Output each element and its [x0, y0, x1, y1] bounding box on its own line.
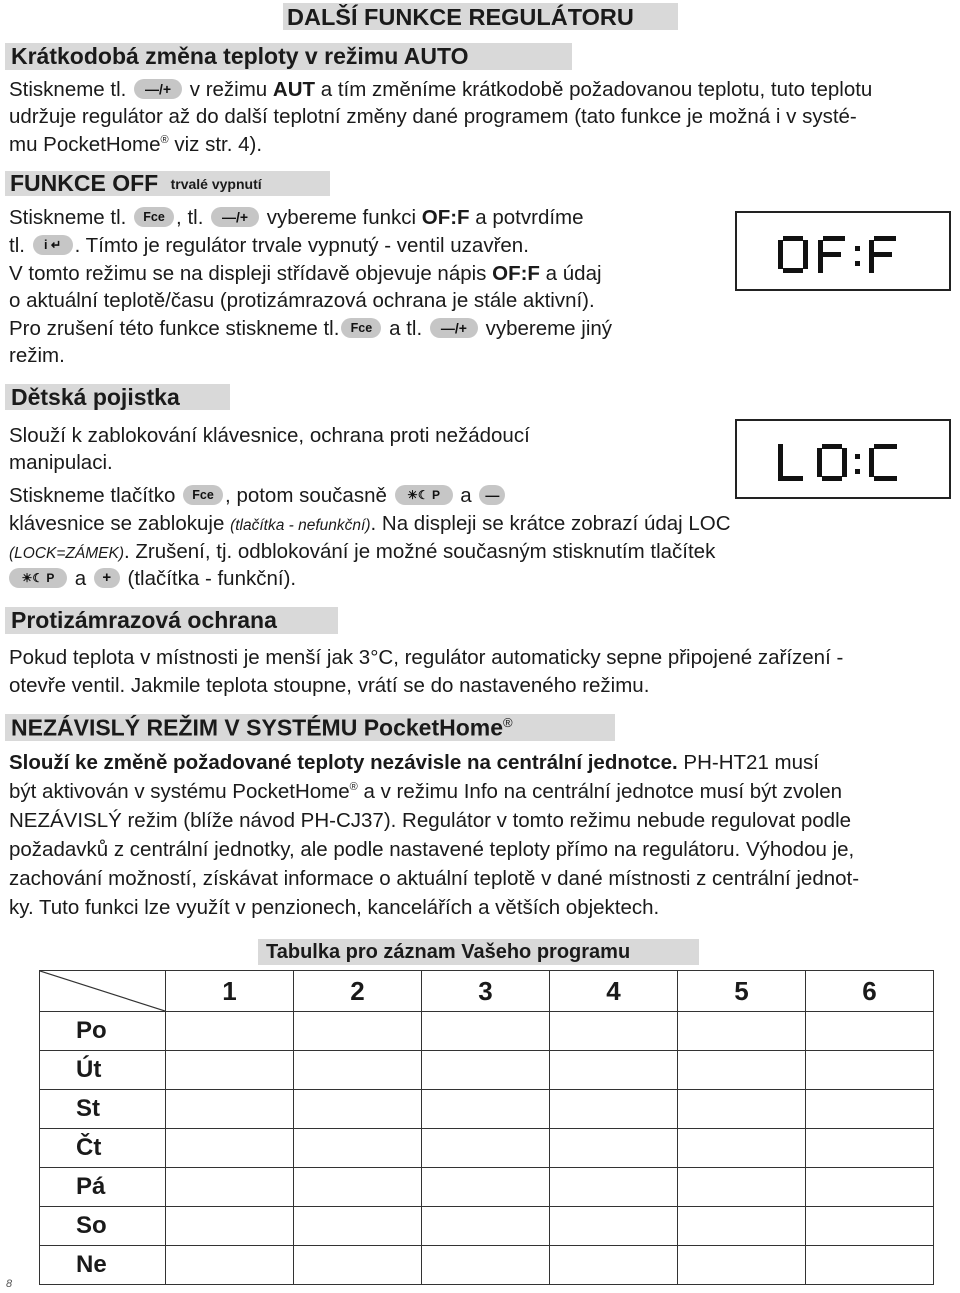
table-entry-cell[interactable]	[806, 1207, 934, 1246]
plus-minus-key-icon: —/+	[211, 207, 259, 227]
child-paragraph-line-4: klávesnice se zablokuje (tlačítka - nefunkční). Na displeji se krátce zobrazí údaj LOC	[9, 512, 731, 535]
table-entry-cell[interactable]	[294, 1207, 422, 1246]
child-paragraph-line-5: (LOCK=ZÁMEK). Zrušení, tj. odblokování je možné současným stisknutím tlačítek	[9, 540, 716, 563]
table-entry-cell[interactable]	[806, 1012, 934, 1051]
table-day-label: Út	[40, 1051, 166, 1090]
table-entry-cell[interactable]	[294, 1168, 422, 1207]
sun-moon-key-icon: ☀☾ P	[9, 568, 67, 588]
off-paragraph-line-2: tl. i ↵ . Tímto je regulátor trvale vypnutý - ventil uzavřen.	[9, 234, 529, 257]
table-day-label: St	[40, 1090, 166, 1129]
auto-paragraph-line-3: mu PocketHome® viz str. 4).	[9, 133, 263, 156]
table-entry-cell[interactable]	[294, 1246, 422, 1285]
table-entry-cell[interactable]	[678, 1090, 806, 1129]
table-entry-cell[interactable]	[550, 1129, 678, 1168]
table-entry-cell[interactable]	[806, 1051, 934, 1090]
table-column-header: 2	[294, 971, 422, 1012]
main-title: DALŠÍ FUNKCE REGULÁTORU	[283, 3, 678, 30]
independent-paragraph-line-6: ky. Tuto funkci lze využít v penzionech, kancelářích a větších objektech.	[9, 896, 660, 919]
minus-key-icon: —	[479, 485, 505, 505]
table-entry-cell[interactable]	[678, 1168, 806, 1207]
table-entry-cell[interactable]	[294, 1012, 422, 1051]
off-paragraph-line-1: Stiskneme tl. Fce , tl. —/+ vybereme funkci OF:F a potvrdíme	[9, 206, 584, 229]
lcd-segment-text	[737, 421, 948, 496]
table-day-label: Po	[40, 1012, 166, 1051]
section-heading-auto: Krátkodobá změna teploty v režimu AUTO	[5, 43, 572, 70]
page-number: 8	[6, 1278, 13, 1290]
table-entry-cell[interactable]	[166, 1012, 294, 1051]
table-entry-cell[interactable]	[422, 1012, 550, 1051]
lcd-segment-text	[737, 213, 948, 288]
table-entry-cell[interactable]	[678, 1207, 806, 1246]
table-entry-cell[interactable]	[166, 1090, 294, 1129]
table-day-label: Čt	[40, 1129, 166, 1168]
table-entry-cell[interactable]	[166, 1168, 294, 1207]
independent-paragraph-line-5: zachování možností, získávat informace o aktuální teplotě v dané místnosti z centrální jednot-	[9, 867, 860, 890]
off-paragraph-line-5: Pro zrušení této funkce stiskneme tl. Fce a tl. —/+ vybereme jiný	[9, 317, 613, 340]
table-entry-cell[interactable]	[678, 1246, 806, 1285]
table-entry-cell[interactable]	[678, 1051, 806, 1090]
sun-moon-key-icon: ☀☾ P	[395, 485, 453, 505]
fce-key-icon: Fce	[134, 207, 174, 227]
table-entry-cell[interactable]	[422, 1168, 550, 1207]
table-column-header: 5	[678, 971, 806, 1012]
child-paragraph-line-6: ☀☾ P a + (tlačítka - funkční).	[9, 567, 296, 592]
table-entry-cell[interactable]	[422, 1207, 550, 1246]
section-heading-child-lock: Dětská pojistka	[5, 384, 230, 410]
lcd-display-lock	[735, 419, 951, 499]
table-row	[40, 1168, 934, 1207]
table-entry-cell[interactable]	[550, 1051, 678, 1090]
off-paragraph-line-4: o aktuální teplotě/času (protizámrazová ochrana je stále aktivní).	[9, 289, 595, 312]
table-row	[40, 1129, 934, 1168]
table-entry-cell[interactable]	[422, 1129, 550, 1168]
frost-paragraph-line-1: Pokud teplota v místnosti je menší jak 3°C, regulátor automaticky sepne připojené zařízení -	[9, 646, 844, 669]
table-entry-cell[interactable]	[422, 1246, 550, 1285]
independent-paragraph-line-1: Slouží ke změně požadované teploty nezávisle na centrální jednotce. PH-HT21 musí	[9, 751, 819, 774]
fce-key-icon: Fce	[341, 318, 381, 338]
table-entry-cell[interactable]	[678, 1012, 806, 1051]
table-entry-cell[interactable]	[166, 1051, 294, 1090]
table-entry-cell[interactable]	[294, 1090, 422, 1129]
table-column-header: 6	[806, 971, 934, 1012]
table-column-header: 3	[422, 971, 550, 1012]
section-heading-off: FUNKCE OFF trvalé vypnutí	[5, 171, 330, 196]
child-paragraph-line-2: manipulaci.	[9, 451, 113, 474]
table-entry-cell[interactable]	[806, 1090, 934, 1129]
table-row	[40, 1051, 934, 1090]
table-row	[40, 1012, 934, 1051]
section-heading-independent: NEZÁVISLÝ REŽIM V SYSTÉMU PocketHome®	[5, 714, 615, 741]
table-entry-cell[interactable]	[294, 1051, 422, 1090]
table-entry-cell[interactable]	[678, 1129, 806, 1168]
fce-key-icon: Fce	[183, 485, 223, 505]
plus-key-icon: +	[94, 568, 120, 588]
table-corner-cell	[40, 971, 166, 1012]
independent-paragraph-line-3: NEZÁVISLÝ režim (blíže návod PH-CJ37). Regulátor v tomto režimu nebude regulovat podle	[9, 809, 852, 832]
table-row	[40, 1207, 934, 1246]
table-entry-cell[interactable]	[422, 1051, 550, 1090]
independent-paragraph-line-2: být aktivován v systému PocketHome® a v režimu Info na centrální jednotce musí být zvolen	[9, 780, 843, 803]
section-heading-frost: Protizámrazová ochrana	[5, 607, 338, 634]
enter-key-icon: i ↵	[33, 235, 73, 255]
independent-paragraph-line-4: požadavků z centrální jednotky, ale podle nastavené teploty přímo na regulátoru. Výhodou je,	[9, 838, 855, 861]
table-entry-cell[interactable]	[166, 1246, 294, 1285]
off-paragraph-line-6: režim.	[9, 344, 65, 367]
table-entry-cell[interactable]	[422, 1090, 550, 1129]
child-paragraph-line-3: Stiskneme tlačítko Fce , potom současně ☀☾ P a —	[9, 484, 507, 509]
table-day-label: Pá	[40, 1168, 166, 1207]
lcd-display-off	[735, 211, 951, 291]
table-entry-cell[interactable]	[806, 1246, 934, 1285]
child-paragraph-line-1: Slouží k zablokování klávesnice, ochrana proti nežádoucí	[9, 424, 530, 447]
table-entry-cell[interactable]	[550, 1207, 678, 1246]
table-entry-cell[interactable]	[294, 1129, 422, 1168]
auto-paragraph-line-2: udržuje regulátor až do další teplotní změny dané programem (tato funkce je možná i v systé-	[9, 105, 857, 128]
table-entry-cell[interactable]	[806, 1129, 934, 1168]
table-header-row	[40, 971, 934, 1012]
table-title: Tabulka pro záznam Vašeho programu	[258, 939, 699, 965]
table-row	[40, 1090, 934, 1129]
table-row	[40, 1246, 934, 1285]
table-entry-cell[interactable]	[806, 1168, 934, 1207]
table-entry-cell[interactable]	[166, 1129, 294, 1168]
program-table	[39, 970, 934, 1285]
plus-minus-key-icon: —/+	[134, 79, 182, 99]
table-entry-cell[interactable]	[166, 1207, 294, 1246]
table-entry-cell[interactable]	[550, 1246, 678, 1285]
table-entry-cell[interactable]	[550, 1090, 678, 1129]
frost-paragraph-line-2: otevře ventil. Jakmile teplota stoupne, vrátí se do nastaveného režimu.	[9, 674, 650, 697]
table-day-label: Ne	[40, 1246, 166, 1285]
table-day-label: So	[40, 1207, 166, 1246]
table-entry-cell[interactable]	[550, 1168, 678, 1207]
table-column-header: 1	[166, 971, 294, 1012]
table-entry-cell[interactable]	[550, 1012, 678, 1051]
plus-minus-key-icon: —/+	[430, 318, 478, 338]
off-paragraph-line-3: V tomto režimu se na displeji střídavě objevuje nápis OF:F a údaj	[9, 262, 602, 285]
table-column-header: 4	[550, 971, 678, 1012]
auto-paragraph-line-1: Stiskneme tl. —/+ v režimu AUT a tím změníme krátkodobě požadovanou teplotu, tuto teplotu	[9, 78, 873, 101]
